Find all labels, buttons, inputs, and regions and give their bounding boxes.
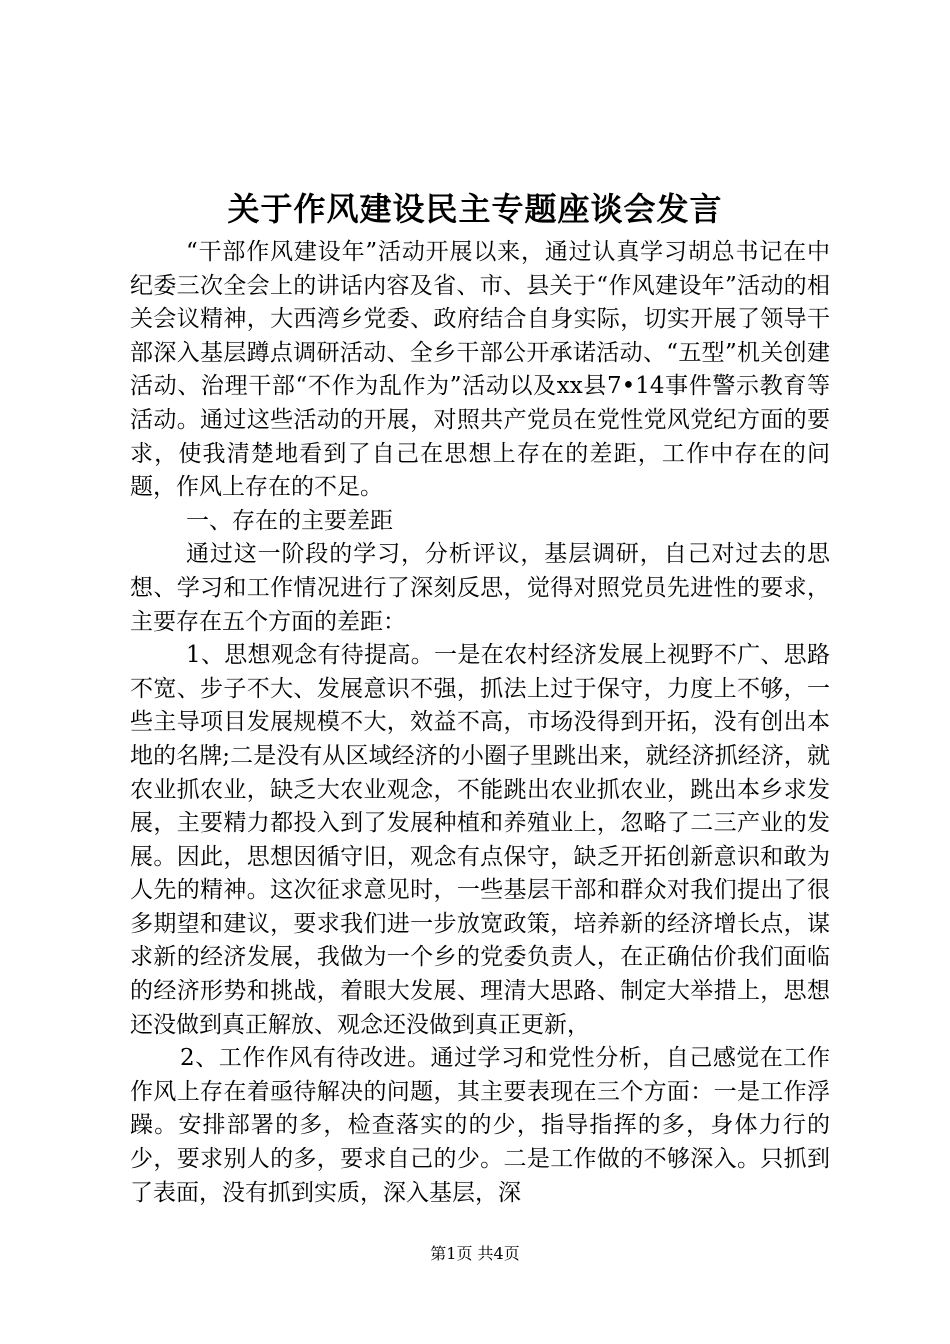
paragraph-intro: “干部作风建设年”活动开展以来，通过认真学习胡总书记在中纪委三次全会上的讲话内容及省、市、县关于“作风建设年”活动的相关会议精神，大西湾乡党委、政府结合自身实际，切实开展了领导干部深入基层蹲点调研活动、全乡干部公开承诺活动、“五型”机关创建活动、治理干部“不作为乱作为”活动以及xx县7•14事件警示教育等活动。通过这些活动的开展，对照共产党员在党性党风党纪方面的要求，使我清楚地看到了自己在思想上存在的差距，工作中存在的问题，作风上存在的不足。 [130, 239, 830, 501]
document-title: 关于作风建设民主专题座谈会发言 [227, 190, 723, 228]
page-footer: 第1页 共4页 [430, 1244, 520, 1263]
paragraph-point-1: 1、思想观念有待提高。一是在农村经济发展上视野不广、思路不宽、步子不大、发展意识不强，抓法上过于保守，力度上不够，一些主导项目发展规模不大，效益不高，市场没得到开拓，没有创出本地的名牌;二是没有从区域经济的小圈子里跳出来，就经济抓经济，就农业抓农业，缺乏大农业观念，不能跳出农业抓农业，跳出本乡求发展，主要精力都投入到了发展种植和养殖业上，忽略了二三产业的发展。因此，思想因循守旧，观念有点保守，缺乏开拓创新意识和敢为人先的精神。这次征求意见时，一些基层干部和群众对我们提出了很多期望和建议，要求我们进一步放宽政策，培养新的经济增长点，谋求新的经济发展，我做为一个乡的党委负责人，在正确估价我们面临的经济形势和挑战，着眼大发展、理清大思路、制定大举措上，思想还没做到真正解放、观念还没做到真正更新， [130, 642, 830, 1038]
section-heading: 一、存在的主要差距 [186, 507, 393, 534]
paragraph-point-2: 2、工作作风有待改进。通过学习和党性分析，自己感觉在工作作风上存在着亟待解决的问题，其主要表现在三个方面：一是工作浮躁。安排部署的多，检查落实的的少，指导指挥的多，身体力行的少，要求别人的多，要求自己的少。二是工作做的不够深入。只抓到了表面，没有抓到实质，深入基层，深 [130, 1045, 830, 1206]
paragraph-overview: 通过这一阶段的学习，分析评议，基层调研，自己对过去的思想、学习和工作情况进行了深刻反思，觉得对照党员先进性的要求，主要存在五个方面的差距： [130, 541, 830, 635]
document-body [130, 236, 830, 1210]
